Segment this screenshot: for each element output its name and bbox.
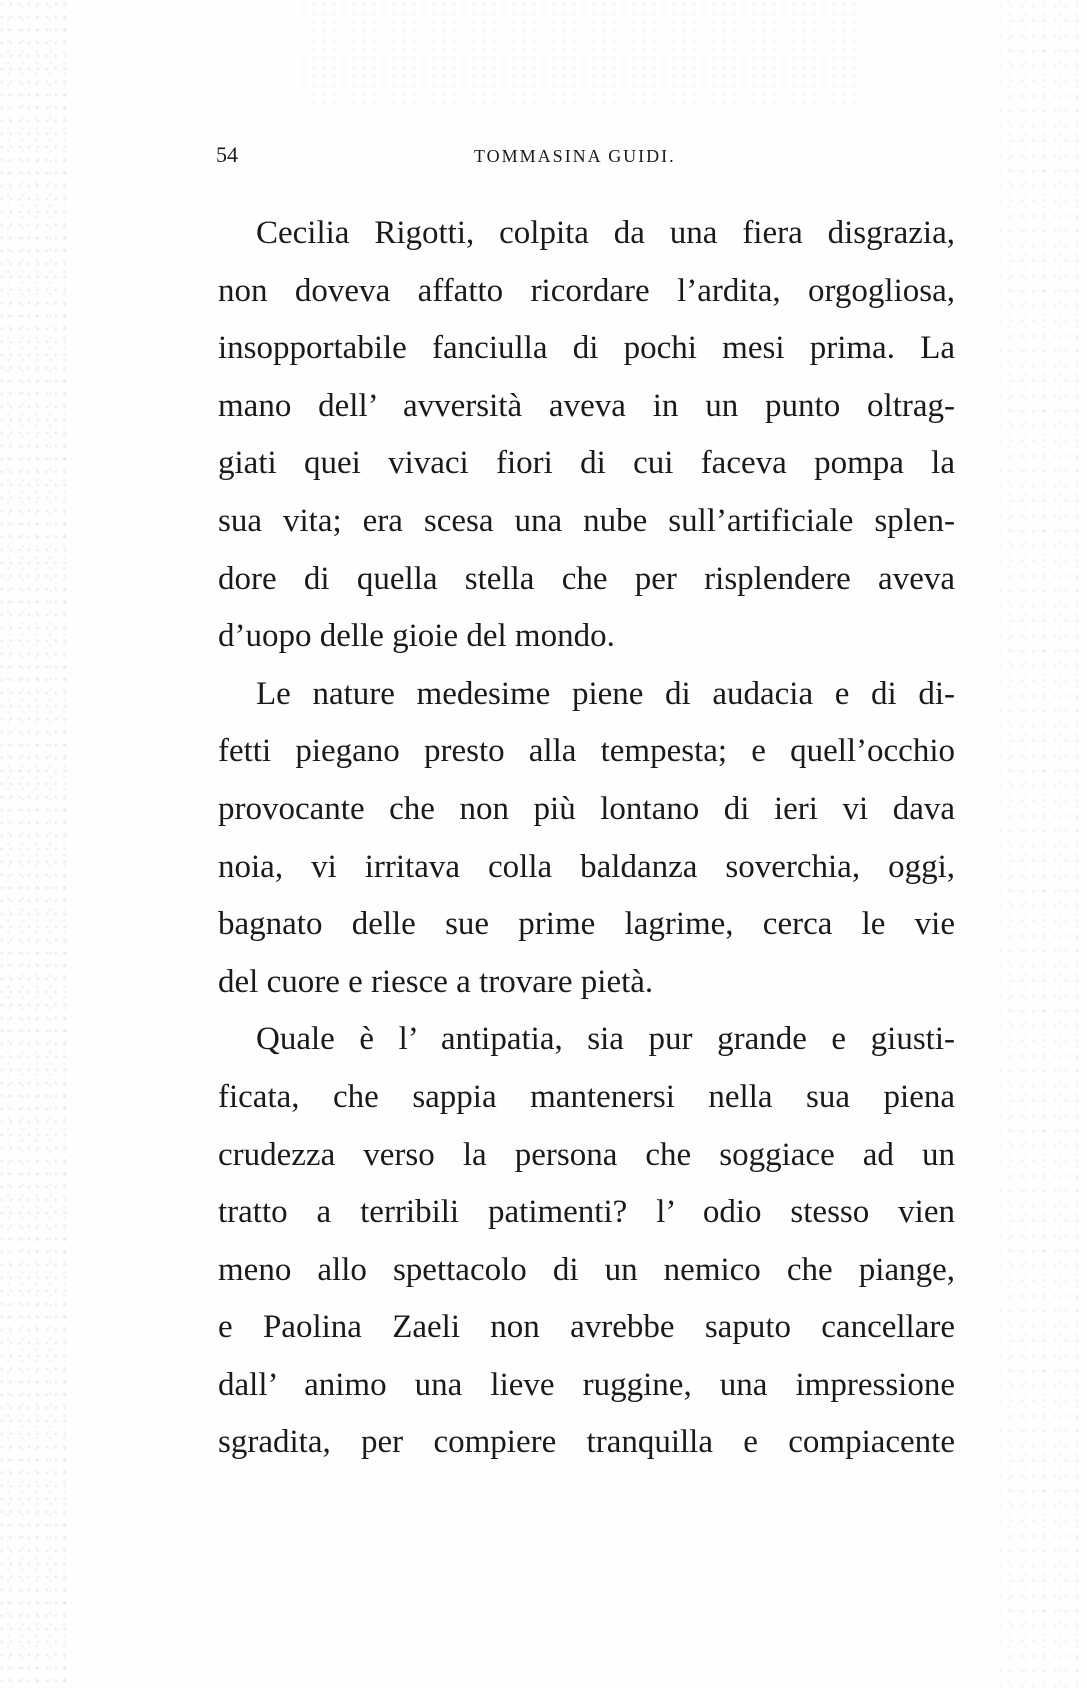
- text-line: del cuore e riesce a trovare pietà.: [218, 963, 654, 1000]
- text-line: tratto a terribili patimenti? l’ odio stesso vien: [218, 1194, 955, 1231]
- text-line: dall’ animo una lieve ruggine, una impressione: [218, 1366, 955, 1403]
- text-line: non doveva affatto ricordare l’ardita, orgogliosa,: [218, 272, 955, 309]
- scan-noise-left: [0, 0, 70, 1688]
- text-line: noia, vi irritava colla baldanza soverchia, oggi,: [218, 848, 955, 885]
- text-line: Le nature medesime piene di audacia e di di-: [256, 675, 955, 712]
- text-line: Quale è l’ antipatia, sia pur grande e giusti-: [256, 1021, 955, 1058]
- text-line: sgradita, per compiere tranquilla e compiacente: [218, 1424, 955, 1461]
- text-line: sua vita; era scesa una nube sull’artificiale splen-: [218, 502, 955, 539]
- text-line: fetti piegano presto alla tempesta; e quell’occhio: [218, 733, 955, 770]
- text-line: dore di quella stella che per risplendere aveva: [218, 560, 955, 597]
- text-line: mano dell’ avversità aveva in un punto oltrag-: [218, 387, 955, 424]
- text-line: giati quei vivaci fiori di cui faceva pompa la: [218, 445, 955, 482]
- page-number: 54: [216, 142, 238, 167]
- text-line: provocante che non più lontano di ieri vi dava: [218, 790, 955, 827]
- text-line: meno allo spettacolo di un nemico che piange,: [218, 1251, 955, 1288]
- text-line: Cecilia Rigotti, colpita da una fiera disgrazia,: [256, 215, 955, 251]
- text-line: insopportabile fanciulla di pochi mesi prima. La: [218, 330, 955, 367]
- page-header: [216, 142, 936, 172]
- text-line: bagnato delle sue prime lagrime, cerca le vie: [218, 906, 955, 943]
- body-text: [218, 205, 955, 1472]
- text-line: e Paolina Zaeli non avrebbe saputo cancellare: [218, 1309, 955, 1346]
- scan-noise-right: [997, 0, 1087, 1688]
- running-head: TOMMASINA GUIDI.: [474, 146, 676, 166]
- text-line: d’uopo delle gioie del mondo.: [218, 618, 615, 655]
- scan-noise-top: [300, 0, 860, 110]
- text-line: ficata, che sappia mantenersi nella sua piena: [218, 1078, 955, 1115]
- text-line: crudezza verso la persona che soggiace ad un: [218, 1136, 955, 1173]
